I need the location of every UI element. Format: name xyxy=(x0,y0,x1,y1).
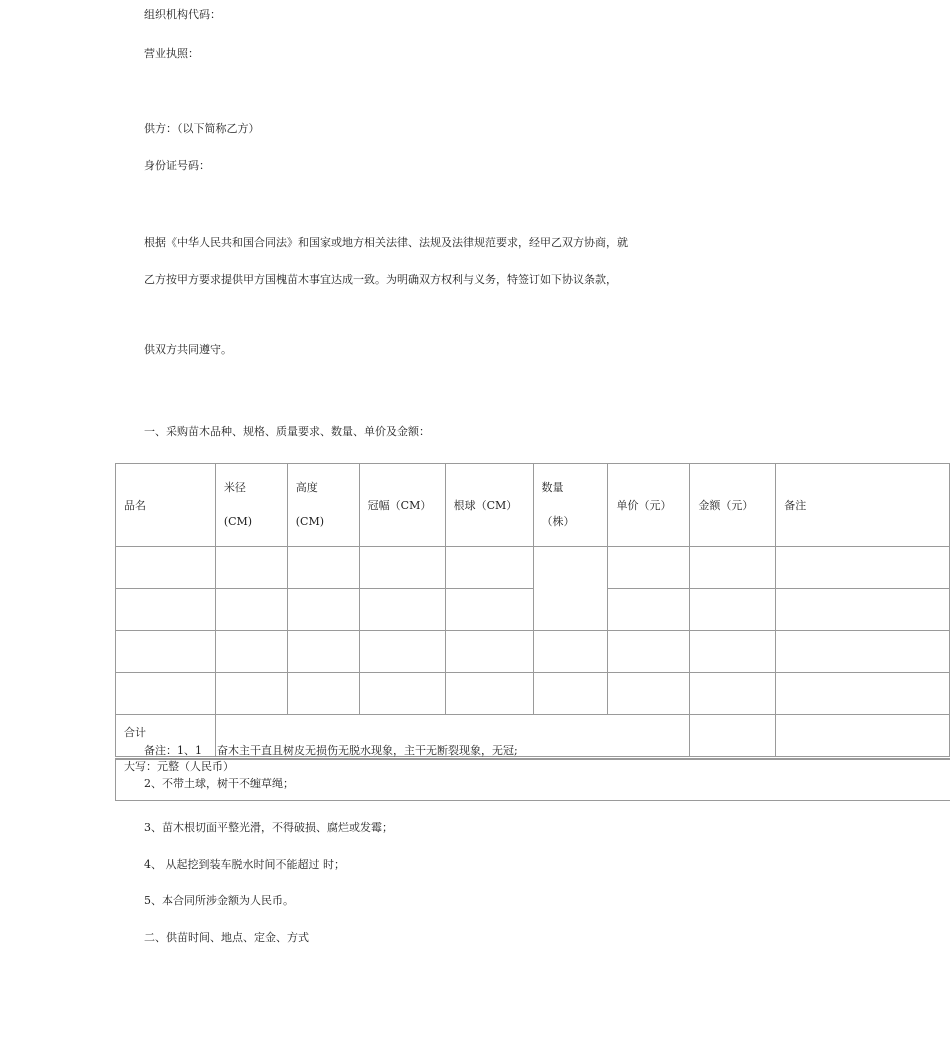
table-cell[interactable] xyxy=(608,589,690,631)
table-cell[interactable] xyxy=(445,631,533,673)
table-cell[interactable] xyxy=(533,673,608,715)
table-cell[interactable] xyxy=(116,547,216,589)
table-row xyxy=(116,673,950,715)
table-cell[interactable] xyxy=(116,589,216,631)
section-2-title: 二、供苗时间、地点、定金、方式 xyxy=(144,931,309,944)
table-row xyxy=(116,589,950,631)
table-cell[interactable] xyxy=(690,547,776,589)
table-cell[interactable] xyxy=(287,631,359,673)
note-4: 4、 从起挖到装车脱水时间不能超过 时； xyxy=(144,858,345,871)
section-1-title: 一、采购苗木品种、规格、质量要求、数量、单价及金额： xyxy=(144,425,430,438)
note-1-prefix: 备注：1、1 xyxy=(144,744,202,757)
table-cell[interactable] xyxy=(776,589,950,631)
table-cell[interactable] xyxy=(287,589,359,631)
table-cell[interactable] xyxy=(116,673,216,715)
header-height xyxy=(287,464,359,547)
total-amount-cell[interactable] xyxy=(690,715,776,757)
header-height-top: 高度 xyxy=(295,481,318,494)
spec-table xyxy=(115,463,950,757)
table-row xyxy=(116,547,950,589)
table-cell[interactable] xyxy=(359,547,445,589)
table-cell[interactable] xyxy=(359,673,445,715)
table-cell[interactable] xyxy=(359,631,445,673)
table-cell[interactable] xyxy=(608,631,690,673)
business-license-label: 营业执照： xyxy=(144,47,199,60)
table-cell[interactable] xyxy=(215,547,287,589)
table-cell[interactable] xyxy=(445,547,533,589)
table-header-row xyxy=(116,464,950,547)
table-cell[interactable] xyxy=(690,631,776,673)
table-cell[interactable] xyxy=(445,589,533,631)
header-quantity-unit: （株） xyxy=(541,515,575,528)
table-cell[interactable] xyxy=(608,673,690,715)
table-cell[interactable] xyxy=(215,589,287,631)
table-cell[interactable] xyxy=(533,631,608,673)
header-diameter xyxy=(215,464,287,547)
header-amount: 金额（元） xyxy=(690,464,776,547)
header-diameter-top: 米径 xyxy=(223,481,246,494)
header-height-unit: (CM) xyxy=(295,515,325,528)
org-code-label: 组织机构代码： xyxy=(144,8,221,21)
table-row xyxy=(116,631,950,673)
table-cell[interactable] xyxy=(287,673,359,715)
amount-in-words: 大写：元整（人民币） xyxy=(124,760,234,773)
header-quantity-top: 数量 xyxy=(541,481,564,494)
intro-line-1: 根据《中华人民共和国合同法》和国家或地方相关法律、法规及法律规范要求，经甲乙双方协商，就 xyxy=(144,236,628,249)
header-name: 品名 xyxy=(116,464,216,547)
note-1-text: 奋木主干直且树皮无损伤无脱水现象，主干无断裂现象，无冠; xyxy=(217,744,518,757)
table-cell[interactable] xyxy=(445,673,533,715)
header-diameter-unit: (CM) xyxy=(223,515,253,528)
table-cell[interactable] xyxy=(608,547,690,589)
table-cell[interactable] xyxy=(116,631,216,673)
note-2-text: 2、不带土球，树干不缠草绳； xyxy=(144,777,294,790)
table-cell[interactable] xyxy=(776,631,950,673)
supplier-label: 供方：（以下简称乙方） xyxy=(144,122,260,135)
note-3: 3、苗木根切面平整光滑，不得破损、腐烂或发霉； xyxy=(144,821,393,834)
header-quantity xyxy=(533,464,608,547)
table-cell[interactable] xyxy=(690,589,776,631)
header-unit-price: 单价（元） xyxy=(608,464,690,547)
table-cell[interactable] xyxy=(359,589,445,631)
intro-line-2: 乙方按甲方要求提供甲方国槐苗木事宜达成一致。为明确双方权利与义务，特签订如下协议条款， xyxy=(144,273,617,286)
table-cell[interactable] xyxy=(776,673,950,715)
header-remark: 备注 xyxy=(776,464,950,547)
table-cell[interactable] xyxy=(776,547,950,589)
table-cell[interactable] xyxy=(533,547,608,631)
table-cell[interactable] xyxy=(287,547,359,589)
intro-line-3: 供双方共同遵守。 xyxy=(144,343,232,356)
total-label: 合计 xyxy=(124,725,146,739)
id-number-label: 身份证号码： xyxy=(144,159,210,172)
table-cell[interactable] xyxy=(215,631,287,673)
table-cell[interactable] xyxy=(215,673,287,715)
header-rootball: 根球（CM） xyxy=(445,464,533,547)
note-5: 5、本合同所涉金额为人民币。 xyxy=(144,894,294,907)
header-crown: 冠幅（CM） xyxy=(359,464,445,547)
total-remark-cell[interactable] xyxy=(776,715,950,757)
table-cell[interactable] xyxy=(690,673,776,715)
